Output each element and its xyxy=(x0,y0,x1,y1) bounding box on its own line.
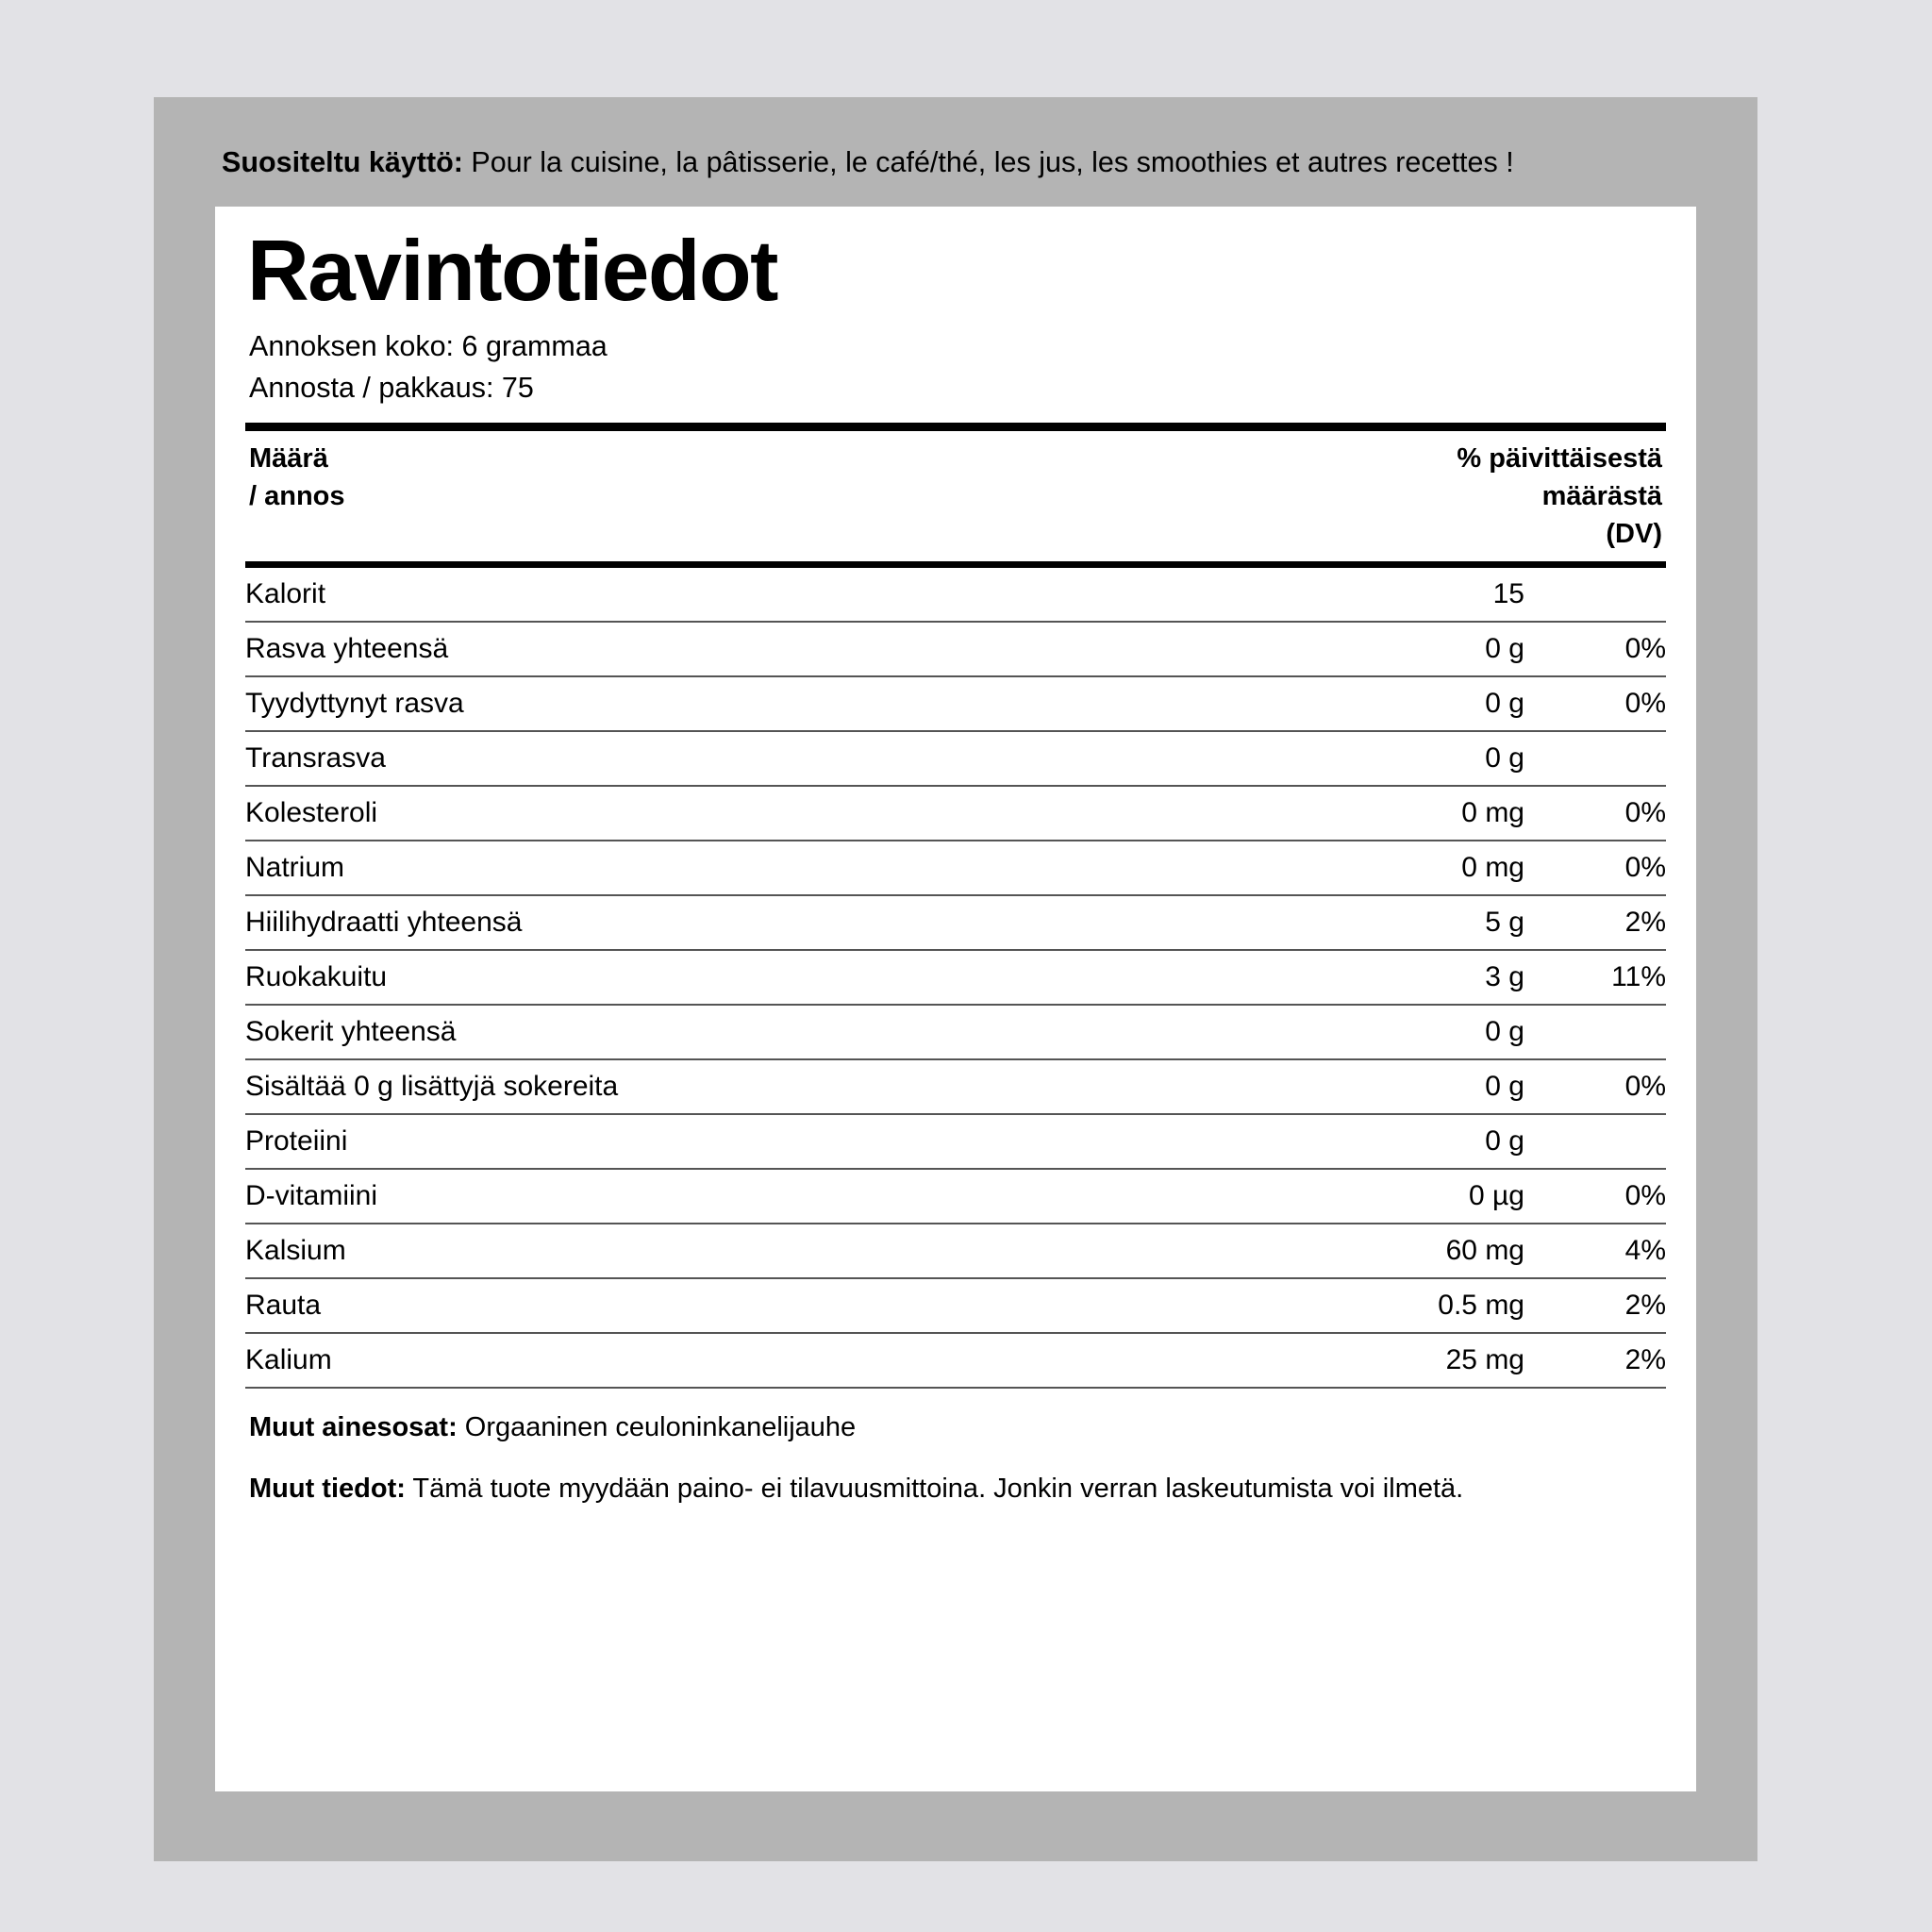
nutrient-name: Rauta xyxy=(245,1278,1223,1333)
nutrient-daily-value: 0% xyxy=(1524,1169,1666,1224)
nutrient-name: Ruokakuitu xyxy=(245,950,1223,1005)
servings-per-container: Annosta / pakkaus: 75 xyxy=(249,372,534,405)
nutrient-amount: 0 g xyxy=(1223,1059,1524,1114)
nutrient-name: Kalium xyxy=(245,1343,332,1375)
footnote-text: Orgaaninen ceuloninkanelijauhe xyxy=(457,1411,857,1442)
table-row xyxy=(245,676,1666,731)
nutrition-table-body xyxy=(245,568,1666,1387)
table-row xyxy=(245,622,1666,676)
nutrient-name: Sokerit yhteensä xyxy=(245,1005,1223,1059)
nutrient-amount: 0 g xyxy=(1223,1005,1524,1059)
table-row xyxy=(245,1278,1666,1333)
table-header-amount xyxy=(249,440,345,515)
table-row xyxy=(245,1224,1666,1278)
nutrient-daily-value: 0% xyxy=(1524,676,1666,731)
label-page xyxy=(154,97,1757,1861)
footnote xyxy=(249,1471,1662,1507)
table-header-dv-line3: (DV) xyxy=(1606,518,1662,549)
table-header-amount-line2: / annos xyxy=(249,480,345,511)
nutrient-name: Transrasva xyxy=(245,731,1223,786)
nutrient-daily-value: 0% xyxy=(1524,1059,1666,1114)
nutrient-amount: 0 mg xyxy=(1223,841,1524,895)
nutrient-name: Kolesteroli xyxy=(245,786,1223,841)
table-row xyxy=(245,1059,1666,1114)
nutrient-name: Natrium xyxy=(245,841,1223,895)
table-header xyxy=(245,431,1666,561)
nutrient-amount: 0 g xyxy=(1223,622,1524,676)
nutrient-amount: 0 g xyxy=(1223,676,1524,731)
table-row xyxy=(245,1114,1666,1169)
suggested-use-line xyxy=(222,144,1693,182)
nutrient-amount: 0.5 mg xyxy=(1223,1278,1524,1333)
nutrient-daily-value: 0% xyxy=(1524,786,1666,841)
table-header-dv-line1: % päivittäisestä xyxy=(1457,442,1662,474)
table-header-amount-line1: Määrä xyxy=(249,442,328,474)
footnote-label: Muut ainesosat: xyxy=(249,1411,458,1442)
table-header-dv xyxy=(1457,440,1662,553)
nutrition-facts-panel xyxy=(215,207,1696,1791)
nutrient-name: Rasva yhteensä xyxy=(245,622,1223,676)
nutrient-daily-value xyxy=(1524,1005,1666,1059)
nutrient-amount: 0 µg xyxy=(1223,1169,1524,1224)
nutrient-name: Kalsium xyxy=(245,1224,1223,1278)
table-row xyxy=(245,895,1666,950)
suggested-use-text: Pour la cuisine, la pâtisserie, le café/thé, les jus, les smoothies et autres recettes ! xyxy=(471,146,1514,178)
footnote-label: Muut tiedot: xyxy=(249,1474,406,1505)
table-row xyxy=(245,950,1666,1005)
nutrient-daily-value xyxy=(1524,731,1666,786)
nutrient-amount: 0 mg xyxy=(1223,786,1524,841)
nutrient-daily-value: 2% xyxy=(1524,1278,1666,1333)
page-title: Ravintotiedot xyxy=(247,224,777,319)
nutrient-amount: 0 g xyxy=(1223,1114,1524,1169)
nutrient-name: Proteiini xyxy=(245,1114,1223,1169)
table-row xyxy=(245,731,1666,786)
nutrient-name: Hiilihydraatti yhteensä xyxy=(245,895,1223,950)
nutrient-amount: 15 xyxy=(1223,568,1524,622)
divider-thick-top xyxy=(245,423,1666,431)
nutrient-daily-value: 0% xyxy=(1524,622,1666,676)
table-row xyxy=(245,786,1666,841)
nutrient-daily-value xyxy=(1524,568,1666,622)
nutrient-daily-value: 2% xyxy=(1524,895,1666,950)
nutrient-amount: 25 mg xyxy=(1445,1343,1524,1375)
divider-thick-header xyxy=(245,561,1666,568)
suggested-use-label: Suositeltu käyttö: xyxy=(222,146,463,178)
table-row xyxy=(245,568,1666,622)
nutrient-daily-value: 0% xyxy=(1524,841,1666,895)
footnote-text: Tämä tuote myydään paino- ei tilavuusmittoina. Jonkin verran laskeutumista voi ilmetä. xyxy=(405,1474,1464,1505)
nutrient-name: D-vitamiini xyxy=(245,1169,1223,1224)
nutrient-amount: 0 g xyxy=(1223,731,1524,786)
nutrient-daily-value: 11% xyxy=(1524,950,1666,1005)
table-row xyxy=(245,1333,1666,1387)
serving-size: Annoksen koko: 6 grammaa xyxy=(249,329,608,362)
nutrient-daily-value: 2% xyxy=(1624,1343,1666,1375)
nutrient-name: Kalorit xyxy=(245,568,1223,622)
table-row xyxy=(245,1005,1666,1059)
table-header-dv-line2: määrästä xyxy=(1541,480,1662,511)
footnotes xyxy=(245,1389,1666,1507)
nutrition-table xyxy=(245,568,1666,1387)
nutrient-daily-value: 4% xyxy=(1524,1224,1666,1278)
nutrient-amount: 3 g xyxy=(1223,950,1524,1005)
footnote xyxy=(249,1409,1662,1446)
nutrient-name: Sisältää 0 g lisättyjä sokereita xyxy=(245,1059,1223,1114)
nutrient-daily-value xyxy=(1524,1114,1666,1169)
nutrient-amount: 5 g xyxy=(1223,895,1524,950)
table-row xyxy=(245,841,1666,895)
table-row xyxy=(245,1169,1666,1224)
nutrient-name: Tyydyttynyt rasva xyxy=(245,676,1223,731)
nutrient-amount: 60 mg xyxy=(1223,1224,1524,1278)
